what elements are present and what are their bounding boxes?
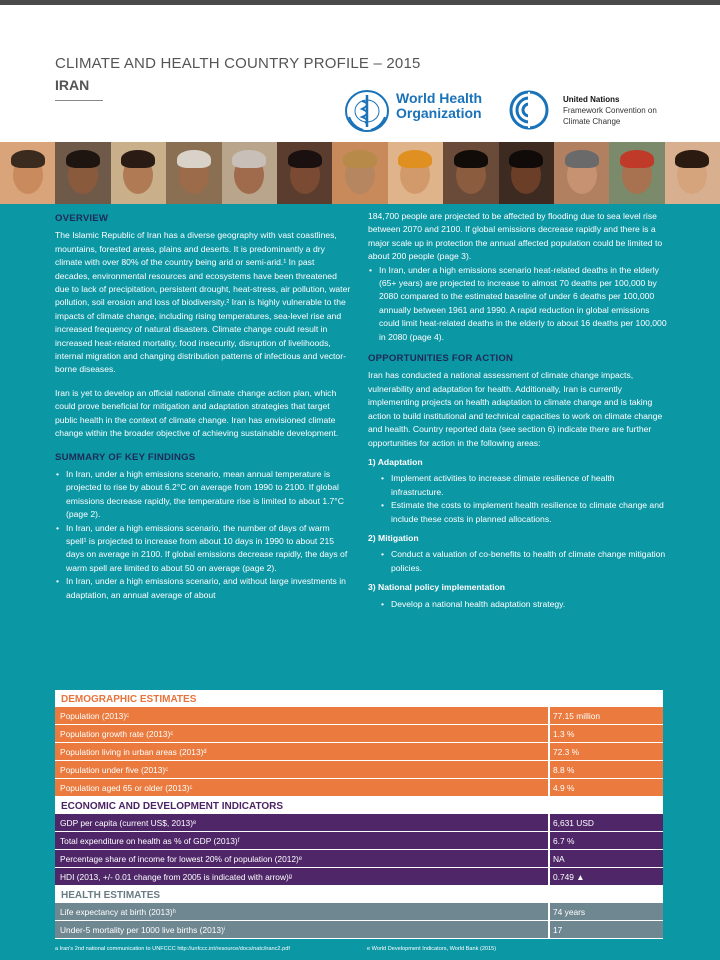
document-title: CLIMATE AND HEALTH COUNTRY PROFILE – 2015 — [55, 55, 421, 72]
who-wordmark — [396, 91, 482, 121]
table-row — [55, 921, 663, 939]
portrait-hair — [121, 150, 155, 168]
portrait-photo — [0, 142, 55, 204]
table-row — [55, 779, 663, 797]
header — [0, 5, 720, 142]
adaptation-heading: 1) Adaptation — [368, 456, 423, 467]
unfccc-line-1: United Nations — [563, 95, 620, 104]
row-value: NA — [553, 854, 565, 864]
portrait-hair — [343, 150, 377, 168]
who-line-2: Organization — [396, 105, 482, 121]
portrait-hair — [675, 150, 709, 168]
row-label: Population growth rate (2013)ᶜ — [55, 725, 550, 742]
findings-list — [55, 468, 351, 602]
row-value: 8.8 % — [553, 765, 575, 775]
who-line-1: World Health — [396, 90, 483, 106]
overview-heading: OVERVIEW — [55, 213, 109, 224]
adaptation-item: • Implement activities to increase climate resilience of health infrastructure. — [380, 472, 668, 499]
opportunities-heading: OPPORTUNITIES FOR ACTION — [368, 353, 514, 365]
adaptation-list — [368, 472, 668, 526]
table-row — [55, 868, 663, 886]
finding-continuation: 184,700 people are projected to be affected by flooding due to sea level rise between 2070 and 2100. If global emissions decrease rapidly and there is a major scale up in protection the annual affected population could be limited to about 200 people (page 3). — [368, 211, 663, 262]
right-column — [368, 210, 668, 611]
row-label: Population living in urban areas (2013)ᵈ — [55, 743, 550, 760]
mitigation-heading: 2) Mitigation — [368, 532, 419, 543]
table-row — [55, 761, 663, 779]
policy-heading: 3) National policy implementation — [368, 582, 506, 593]
unfccc-line-3: Climate Change — [563, 117, 621, 126]
unfccc-wordmark — [563, 94, 657, 127]
table-row — [55, 850, 663, 868]
row-value: 1.3 % — [553, 729, 575, 739]
finding-item: • In Iran, under a high emissions scenario heat-related deaths in the elderly (65+ years) are projected to increase to almost 70 deaths per 100,000 by 2080 compared to the estimated baseline of under 6 deaths per 100,000 annually between 1961 and 1990. A rapid reduction in global emissions could limit heat-related deaths in the elderly to about 16 deaths per 100,000 in 2080 (page 4). — [368, 264, 668, 344]
finding-item: • In Iran, under a high emissions scenario, mean annual temperature is projected to rise by about 6.2°C on average from 1990 to 2100. If global emissions decrease rapidly, the temperature rise is limited to about 1.7°C (page 2). — [55, 468, 351, 522]
portrait-photo — [166, 142, 221, 204]
row-value: 4.9 % — [553, 783, 575, 793]
row-label: Under-5 mortality per 1000 live births (2013)ⁱ — [55, 921, 550, 938]
row-value: 0.749 ▲ — [553, 872, 585, 882]
findings-list-continued — [368, 264, 668, 344]
portrait-photo — [332, 142, 387, 204]
table-row — [55, 743, 663, 761]
portrait-photo — [443, 142, 498, 204]
table-row — [55, 725, 663, 743]
left-column — [55, 210, 351, 602]
portrait-photo — [111, 142, 166, 204]
portrait-hair — [232, 150, 266, 168]
opportunities-paragraph: Iran has conducted a national assessment of climate change impacts, vulnerability and adaptation for health. Additionally, Iran is currently implementing projects on health adaptation to climate change and is taking action to build institutional and technical capacities to work on climate change and health. Country reported data (see section 6) indicate there are further opportunities for action in the following areas: — [368, 370, 663, 448]
portrait-hair — [177, 150, 211, 168]
portrait-hair — [454, 150, 488, 168]
row-label: Percentage share of income for lowest 20% of population (2012)ᵉ — [55, 850, 550, 867]
row-value: 17 — [553, 925, 563, 935]
portrait-hair — [11, 150, 45, 168]
mitigation-item: • Conduct a valuation of co-benefits to health of climate change mitigation policies. — [380, 548, 668, 575]
footnotes — [55, 945, 663, 953]
policy-item: • Develop a national health adaptation strategy. — [380, 598, 668, 611]
row-label: GDP per capita (current US$, 2013)ᵉ — [55, 814, 550, 831]
row-label: Life expectancy at birth (2013)ʰ — [55, 903, 550, 920]
table-row — [55, 903, 663, 921]
row-label: HDI (2013, +/- 0.01 change from 2005 is indicated with arrow)ᵍ — [55, 868, 550, 885]
row-label: Population under five (2013)ᶜ — [55, 761, 550, 778]
findings-heading: SUMMARY OF KEY FINDINGS — [55, 451, 196, 463]
overview-paragraph-1: The Islamic Republic of Iran has a diverse geography with vast coastlines, mountains, forested areas, plains and deserts. It is predominantly a dry climate with over 80% of the country being arid or semi-arid.¹ In past decades, environmental resources and ecosystems have been threatened due to lack of precipitation, persistent drought, heat-stress, air pollution, water pollution, soil erosion and loss of biodiversity.² Iran is highly vulnerable to the impacts of climate change, including rising temperatures, sea-level rise and increased frequency of natural disasters. Climate change could result in increased heat-related mortality, food insecurity, disruption of livelihoods, internal migration and changing distribution patterns of infectious and vector-borne diseases. — [55, 230, 351, 375]
economic-heading: ECONOMIC AND DEVELOPMENT INDICATORS — [55, 797, 663, 814]
title-rule — [55, 100, 103, 101]
photo-strip — [0, 142, 720, 204]
policy-list — [368, 598, 668, 611]
table-row — [55, 832, 663, 850]
portrait-photo — [388, 142, 443, 204]
portrait-hair — [620, 150, 654, 168]
health-heading: HEALTH ESTIMATES — [55, 886, 663, 903]
portrait-hair — [565, 150, 599, 168]
portrait-photo — [55, 142, 110, 204]
portrait-photo — [554, 142, 609, 204]
table-row — [55, 814, 663, 832]
who-emblem-icon — [343, 89, 391, 133]
mitigation-list — [368, 548, 668, 575]
portrait-hair — [66, 150, 100, 168]
row-label: Population aged 65 or older (2013)ᶜ — [55, 779, 550, 796]
row-value: 6,631 USD — [553, 818, 594, 828]
demographic-heading: DEMOGRAPHIC ESTIMATES — [55, 690, 663, 707]
estimates-tables — [55, 690, 663, 939]
row-label: Total expenditure on health as % of GDP (2013)ᶠ — [55, 832, 550, 849]
portrait-photo — [609, 142, 664, 204]
row-label: Population (2013)ᶜ — [55, 707, 550, 724]
portrait-photo — [665, 142, 720, 204]
row-value: 6.7 % — [553, 836, 575, 846]
portrait-photo — [222, 142, 277, 204]
finding-item: • In Iran, under a high emissions scenario, the number of days of warm spell¹ is projected to increase from about 10 days in 1990 to about 215 days on average in 2100. If global emissions decrease rapidly, the days of warm spell are limited to about 50 on average (page 2). — [55, 522, 351, 576]
portrait-hair — [509, 150, 543, 168]
footnote-left: a Iran's 2nd national communication to UNFCCC http://unfccc.int/resource/docs/natc/iranc2.pdf — [55, 946, 290, 952]
portrait-photo — [277, 142, 332, 204]
unfccc-emblem-icon — [505, 90, 553, 130]
portrait-photo — [499, 142, 554, 204]
row-value: 74 years — [553, 907, 586, 917]
row-value: 72.3 % — [553, 747, 580, 757]
table-row — [55, 707, 663, 725]
finding-item: • In Iran, under a high emissions scenario, and without large investments in adaptation, an annual average of about — [55, 575, 351, 602]
row-value: 77.15 million — [553, 711, 601, 721]
unfccc-line-2: Framework Convention on — [563, 106, 657, 115]
footnote-right: e World Development Indicators, World Bank (2015) — [367, 946, 497, 952]
portrait-hair — [288, 150, 322, 168]
adaptation-item: • Estimate the costs to implement health resilience to climate change and include these costs in planned allocations. — [380, 499, 668, 526]
overview-paragraph-2: Iran is yet to develop an official national climate change action plan, which could prove beneficial for mitigation and adaptation strategies that target public health in the context of climate change. Iran has envisioned climate change within the broader objective of achieving sustainable development. — [55, 387, 339, 439]
country-name: IRAN — [55, 77, 90, 93]
portrait-hair — [398, 150, 432, 168]
